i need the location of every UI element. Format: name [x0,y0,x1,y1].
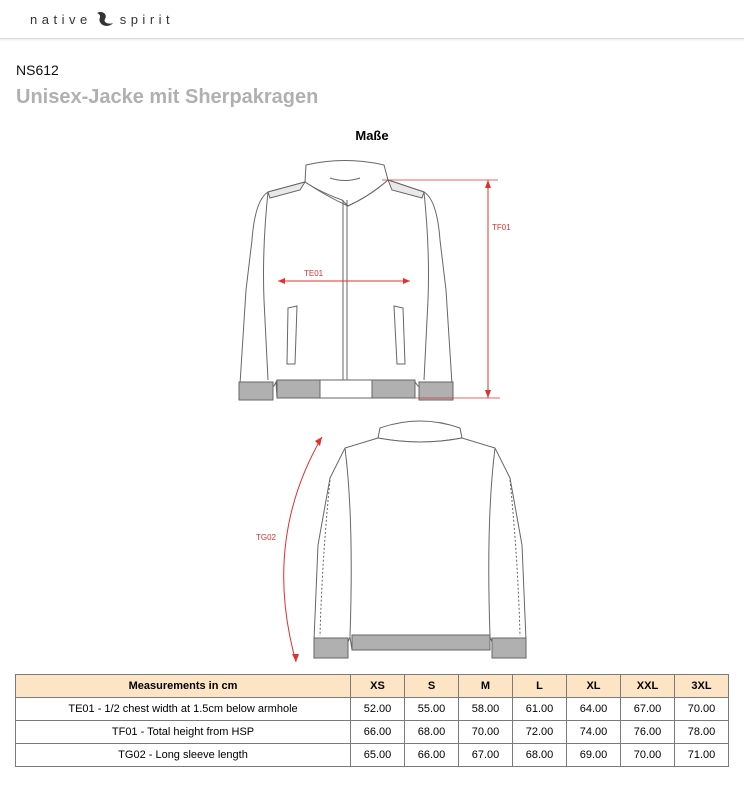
table-cell: 55.00 [405,698,459,721]
top-bar [0,0,744,39]
table-row [16,721,729,744]
label-te01: TE01 [304,269,324,278]
row-label: TF01 - Total height from HSP [16,721,351,744]
product-sku: NS612 [16,62,59,78]
header-size: XL [567,675,621,698]
table-cell: 66.00 [405,744,459,767]
table-cell: 69.00 [567,744,621,767]
section-title: Maße [355,128,389,143]
size-table [15,674,729,767]
table-row [16,698,729,721]
table-cell: 74.00 [567,721,621,744]
jacket-front-view [239,161,453,401]
header-size: M [459,675,513,698]
brand-word-native: native [30,11,92,27]
table-cell: 70.00 [675,698,729,721]
product-title: Unisex-Jacke mit Sherpakragen [16,86,319,108]
jacket-technical-drawing [0,150,744,670]
table-cell: 76.00 [621,721,675,744]
measure-tg02 [256,437,322,662]
table-cell: 66.00 [351,721,405,744]
table-cell: 67.00 [459,744,513,767]
jacket-back-view [314,421,526,658]
header-size: XS [351,675,405,698]
row-label: TG02 - Long sleeve length [16,744,351,767]
row-label: TE01 - 1/2 chest width at 1.5cm below armhole [16,698,351,721]
header-measurements: Measurements in cm [16,675,351,698]
header-size: L [513,675,567,698]
table-cell: 64.00 [567,698,621,721]
table-cell: 78.00 [675,721,729,744]
table-cell: 68.00 [513,744,567,767]
label-tg02: TG02 [256,533,277,542]
table-cell: 52.00 [351,698,405,721]
table-cell: 72.00 [513,721,567,744]
table-cell: 58.00 [459,698,513,721]
brand-word-spirit: spirit [119,11,175,27]
table-cell: 61.00 [513,698,567,721]
table-cell: 65.00 [351,744,405,767]
brand-logo[interactable] [30,10,174,28]
table-header-row [16,675,729,698]
table-cell: 70.00 [621,744,675,767]
header-size: 3XL [675,675,729,698]
leaf-swirl-icon [94,10,116,28]
table-row [16,744,729,767]
header-size: XXL [621,675,675,698]
header-size: S [405,675,459,698]
table-cell: 67.00 [621,698,675,721]
table-cell: 68.00 [405,721,459,744]
label-tf01: TF01 [492,223,511,232]
table-cell: 70.00 [459,721,513,744]
table-cell: 71.00 [675,744,729,767]
